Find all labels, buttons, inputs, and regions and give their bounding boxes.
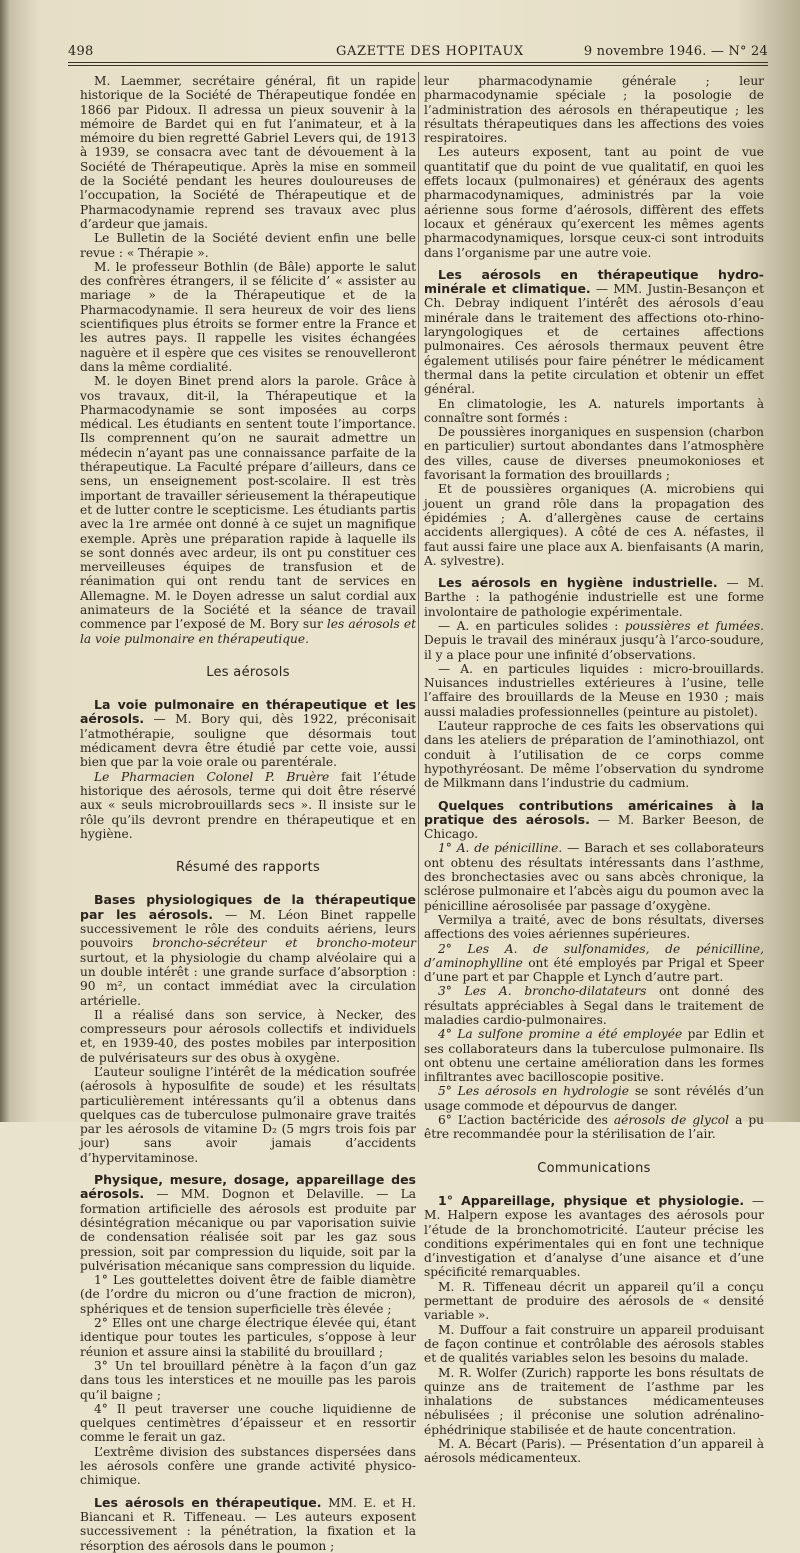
paragraph: 6° L’action bactéricide des aérosols de glycol a pu être recommandée pour la stérilisation de l’air. [424,1113,765,1142]
left-column [80,74,416,1553]
paragraph: 3° Un tel brouillard pénètre à la façon d’un gaz dans tous les interstices et ne mouille pas les parois qu’il baigne ; [80,1358,416,1402]
paragraph: Les aérosols en thérapeutique hydro-minérale et climatique. — MM. Justin-Besançon et Ch. Debray indiquent l’intérêt des aérosols d’eau minérale dans le traitement des affections oto-rhino-laryngologiques et de certaines affections pulmonaires. Ces aérosols thermaux peuvent être également utilisés pour faire pénétrer le médicament thermal dans la petite circulation et obtenir un effet général. [424,266,765,397]
issue-date: 9 novembre 1946. — N° 24 [583,44,768,59]
paragraph: 2° Les A. de sulfonamides, de pénicilline, d’aminophylline ont été employés par Prigal et Speer d’une part et par Chapple et Lynch d’autre part. [424,941,765,985]
paragraph: M. A. Bécart (Paris). — Présentation d’un appareil à aérosols médicamenteux. [424,1437,764,1466]
header-rule [68,62,768,63]
header-rule-thin [68,65,768,66]
subheading: La voie pulmonaire en thérapeutique et les aérosols. [80,697,416,727]
paragraph: L’auteur rapproche de ces faits les observations qui dans les ateliers de préparation de l’aminothiazol, ont conduit à l’utilisation de ce corps comme hypothyréosant. De même l’observation du syndrome de Milkmann dans l’industrie du cadmium. [424,719,764,791]
paragraph: L’auteur souligne l’intérêt de la médication soufrée (aérosols à hyposulfite de soude) et les résultats particulièrement intéressants qu’il a obtenus dans quelques cas de tuberculose pulmonaire grave traités par les aérosols de vitamine D₂ (5 mgrs trois fois par jour) sans avoir jamais d’accidents d’hypervitaminose. [80,1065,416,1165]
journal-title: GAZETTE DES HOPITAUX [336,44,524,59]
subheading: Les aérosols en thérapeutique hydro-minérale et climatique. [424,266,764,297]
paragraph: L’extrême division des substances dispersées dans les aérosols confère une grande activité physico-chimique. [80,1444,416,1488]
paragraph: M. le professeur Bothlin (de Bâle) apporte le salut des confrères étrangers, il se félicite d’ « assister au mariage » de la Thérapeutique et de la Pharmacodynamie. Il sera heureux de voir des liens scientifiques plus étroits se former entre la France et les autres pays. Il rappelle les visites échangées naguère et il espère que ces visites se renouvelleront dans la même cordialité. [80,259,416,374]
paragraph: En climatologie, les A. naturels importants à connaître sont formés : [424,396,764,425]
paragraph: 4° Il peut traverser une couche liquidienne de quelques centimètres d’épaisseur et en ressortir comme le ferait un gaz. [80,1401,416,1445]
section-heading: Communications [537,1160,651,1176]
paragraph: 1° Appareillage, physique et physiologie. — M. Halpern expose les avantages des aérosols pour l’étude de la bronchomotricité. L’auteur précise les conditions expérimentales qui en font une technique d’investigation et d’analyse d’une aisance et d’une spécificité remarquables. [424,1192,765,1280]
paragraph: Le Pharmacien Colonel P. Bruère fait l’étude historique des aérosols, terme qui doit être réservé aux « seuls microbrouillards secs ». Il insiste sur le rôle qu’ils devront prendre en thérapeutique et en hygiène. [80,769,416,841]
paragraph: 1° A. de pénicilline. — Barach et ses collaborateurs ont obtenu des résultats intéressants dans l’asthme, des bronchectasies avec ou sans abcès chronique, la sclérose pulmonaire et l’abcès aigu du poumon avec la pénicilline aérosolisée par passage d’oxygène. [424,841,764,913]
page-number: 498 [68,44,94,59]
paragraph: De poussières inorganiques en suspension (charbon en particulier) surtout abondantes dans l’atmosphère des villes, cause de diverses pneumokonioses et favorisant la formation des brouillards ; [424,425,764,483]
paragraph: Et de poussières organiques (A. microbiens qui jouent un grand rôle dans la propagation des épidémies ; A. d’allergènes cause de certains accidents allergiques). A côté de ces A. néfastes, il faut aussi faire une place aux A. bienfaisants (A marin, A. sylvestre). [424,482,764,568]
paragraph: — A. en particules solides : poussières et fumées. Depuis le travail des minéraux jusqu’à l’arco-soudure, il y a place pour une infinité d’observations. [424,618,765,662]
paragraph: Le Bulletin de la Société devient enfin une belle revue : « Thérapie ». [80,231,416,260]
paragraph: 2° Elles ont une charge électrique élevée qui, étant identique pour toutes les particules, s’oppose à leur réunion et assure ainsi la stabilité du brouillard ; [80,1316,416,1359]
paragraph: 1° Les gouttelettes doivent être de faible diamètre (de l’ordre du micron ou d’une fraction de micron), sphériques et de tension superficielle très élevée ; [80,1273,416,1316]
paragraph: 3° Les A. broncho-dilatateurs ont donné des résultats appréciables à Segal dans le traitement de maladies cardio-pulmonaires. [424,984,764,1027]
paragraph: Physique, mesure, dosage, appareillage des aérosols. — MM. Dognon et Delaville. — La formation artificielle des aérosols est produite par désintégration mécanique ou par vaporisation suivie de condensation réalisée soit par les gaz sous pression, soit par compression du liquide, soit par la pulvérisation mécanique sans compression du liquide. [80,1172,416,1273]
section-heading: Résumé des rapports [175,860,321,876]
paragraph: Vermilya a traité, avec de bons résultats, diverses affections des voies aériennes supérieures. [424,912,764,942]
paragraph: M. Duffour a fait construire un appareil produisant de façon continue et contrôlable des aérosols stables et de qualités variables selon les besoins du malade. [424,1322,764,1366]
paragraph: La voie pulmonaire en thérapeutique et les aérosols. — M. Bory qui, dès 1922, préconisait l’atmothérapie, souligne que désormais tout médicament devra être étudié par cette voie, aussi bien que par la voie orale ou parentérale. [80,697,416,770]
column-divider [418,72,419,1092]
paragraph: M. le doyen Binet prend alors la parole. Grâce à vos travaux, dit-il, la Thérapeutique et la Pharmacodynamie se sont imposées au corps médical. Les étudiants en sentent toute l’importance. Ils comprennent qu’on ne saurait admettre un médecin n’ayant pas une connaissance parfaite de la thérapeutique. La Faculté prépare d’ailleurs, dans ce sens, un enseignement post-scolaire. Il est très important de travailler sérieusement la thérapeutique et de lutter contre le scepticisme. Les étudiants partis avec la 1re armée ont donné à ce sujet un magnifique exemple. Après une préparation rapide à laquelle ils se sont donnés avec ardeur, ils ont pu constituer ces merveilleuses équipes de transfusion et de réanimation qui ont rendu tant de services en Allemagne. M. le Doyen adresse un salut cordial aux animateurs de la Société et la séance de travail commence par l’exposé de M. Bory sur les aérosols et la voie pulmonaire en thérapeutique. [80,374,417,646]
paragraph: Quelques contributions américaines à la pratique des aérosols. — M. Barker Beeson, de Chicago. [424,797,764,842]
paragraph: Les auteurs exposent, tant au point de vue quantitatif que du point de vue qualitatif, en quoi les effets locaux (pulmonaires) et généraux des agents pharmacodynamiques, administrés par la voie aérienne sous forme d’aérosols, diffèrent des effets locaux et généraux qu’exercent les mêmes agents pharmacodynamiques, lorsque ceux-ci sont introduits dans l’organisme par une autre voie. [424,145,764,260]
paragraph: Les aérosols en thérapeutique. MM. E. et H. Biancani et R. Tiffeneau. — Les auteurs exposent successivement : la pénétration, la fixation et la résorption des aérosols dans le poumon ; [80,1494,417,1553]
paragraph: — A. en particules liquides : micro-brouillards. Nuisances industrielles extérieures à l’usine, telle l’affaire des brouillards de la Meuse en 1930 ; mais aussi maladies professionnelles (peinture au pistolet). [424,661,764,719]
paragraph: Il a réalisé dans son service, à Necker, des compresseurs pour aérosols collectifs et individuels et, en 1939-40, des postes mobiles par interposition de pulvérisateurs sur des obus à oxygène. [80,1007,416,1065]
right-column [424,74,764,1466]
paragraph: Bases physiologiques de la thérapeutique par les aérosols. — M. Léon Binet rappelle successivement le rôle des conduits aériens, leurs pouvoirs broncho-sécréteur et broncho-moteur surtout, et la physiologie du champ alvéolaire qui a un double intérêt : une grande surface d’absorption : 90 m², un contact immédiat avec la circulation artérielle. [80,892,417,1008]
paragraph: M. R. Wolfer (Zurich) rapporte les bons résultats de quinze ans de traitement de l’asthme par les inhalations de substances médicamenteuses nébulisées ; il préconise une solution adrénalino-éphédrinique stabilisée et de haute concentration. [424,1365,764,1437]
paragraph: Les aérosols en hygiène industrielle. — M. Barthe : la pathogénie industrielle est une forme involontaire de pathologie expérimentale. [424,575,765,619]
paragraph: leur pharmacodynamie générale ; leur pharmacodynamie spéciale ; la posologie de l’administration des aérosols en thérapeutique ; les résultats thérapeutiques dans les affections des voies respiratoires. [424,74,764,146]
section-heading: Les aérosols [206,664,290,680]
subheading: Bases physiologiques de la thérapeutique par les aérosols. [80,892,416,922]
subheading: 1° Appareillage, physique et physiologie. [438,1192,745,1208]
subheading: Physique, mesure, dosage, appareillage des aérosols. [80,1172,416,1202]
subheading: Les aérosols en hygiène industrielle. [438,575,718,591]
subheading: Les aérosols en thérapeutique. [94,1494,322,1510]
page-header [68,44,768,64]
paragraph: M. R. Tiffeneau décrit un appareil qu’il a conçu permettant de produire des aérosols de « densité variable ». [424,1279,764,1323]
paragraph: 5° Les aérosols en hydrologie se sont révélés d’un usage commode et dépourvus de danger. [424,1084,765,1113]
subheading: Quelques contributions américaines à la pratique des aérosols. [424,797,764,827]
paragraph: 4° La sulfone promine a été employée par Edlin et ses collaborateurs dans la tuberculose pulmonaire. Ils ont obtenu une certaine amélioration dans les formes infiltrantes avec bacilloscopie positive. [424,1027,764,1085]
paragraph: M. Laemmer, secrétaire général, fit un rapide historique de la Société de Thérapeutique fondée en 1866 par Pidoux. Il adressa un pieux souvenir à la mémoire de Bardet qui en fut l’animateur, et à la mémoire du bien regretté Gabriel Levers qui, de 1913 à 1939, se consacra avec tant de dévouement à la Société de Thérapeutique. Après la mise en sommeil de la Société pendant les heures douloureuses de l’occupation, la Société de Thérapeutique et de Pharmacodynamie reprend ses travaux avec plus d’ardeur que jamais. [80,74,416,231]
